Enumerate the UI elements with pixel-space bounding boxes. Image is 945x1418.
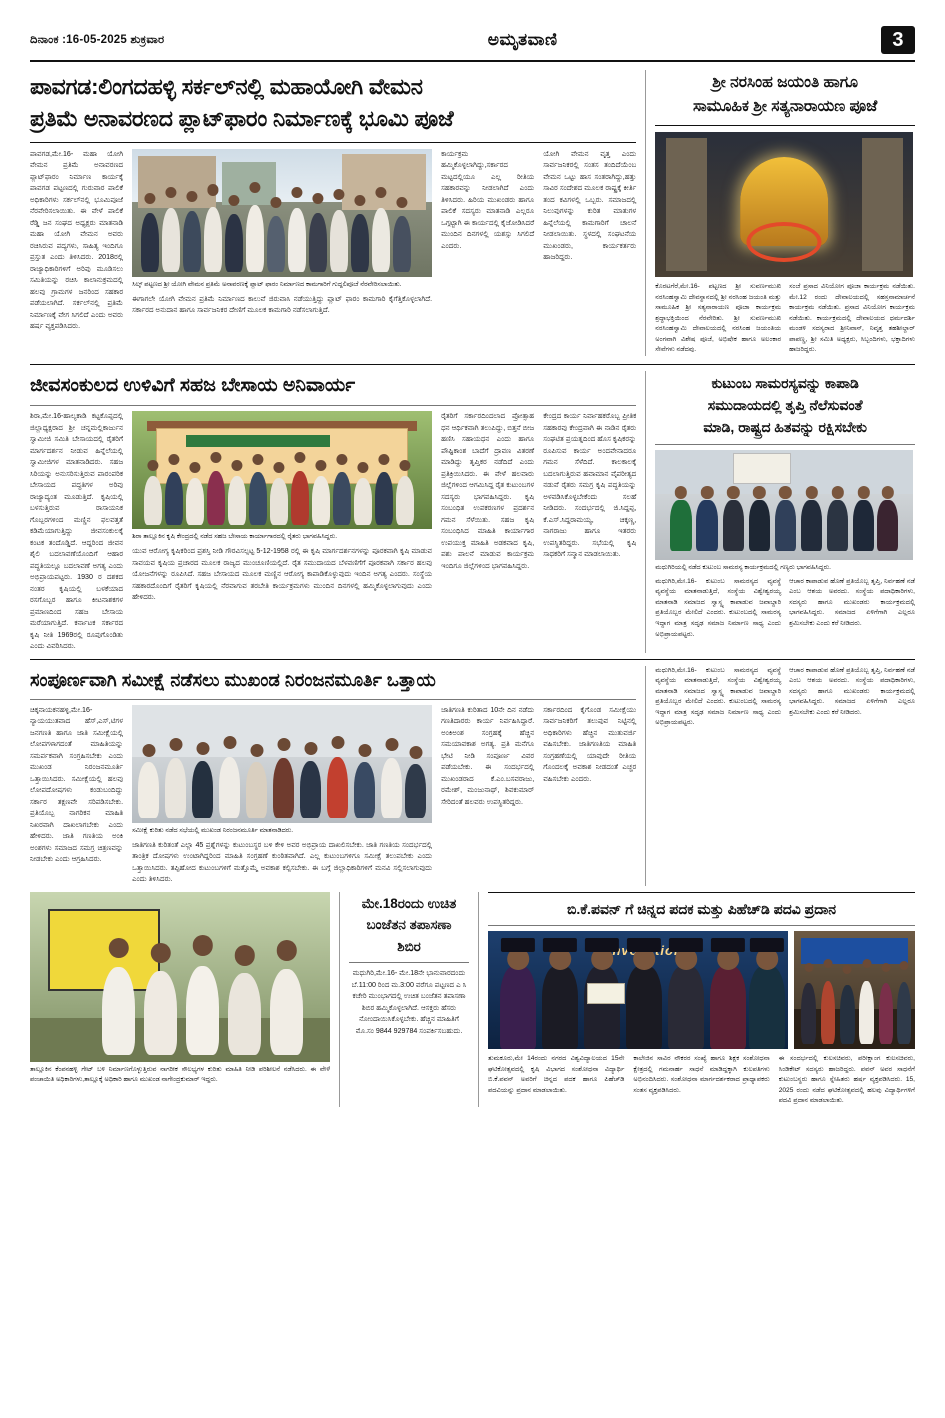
convocation-body-col3: ಈ ಸಂದರ್ಭದಲ್ಲಿ ಕುಲಸಚಿವರು, ಪರೀಕ್ಷಾಂಗ ಕುಲಸಚಿವರು, ಸಿಂಡಿಕೇಟ್ ಸದಸ್ಯರು ಹಾಜರಿದ್ದರು. ಪವನ್ ಅವರ ಸಾಧನೆಗೆ ಕುಟುಂಬಸ್ಥರು ಹಾಗೂ ಸ್ನೇಹಿತರು ಹರ್ಷ ವ್ಯಕ್ತಪಡಿಸಿದರು. 15, 2025 ರಂದು ನಡೆದ ಘಟಿಕೋತ್ಸವದಲ್ಲಿ ಹಲವು ವಿದ್ಯಾರ್ಥಿಗಳಿಗೆ ಪದವಿ ಪ್ರದಾನ ಮಾಡಲಾಯಿತು. bbox=[778, 1055, 916, 1105]
farming-body-col3: ರೈತರಿಗೆ ಸರ್ಕಾರದಿಂದಲಾದ ಪ್ರೋತ್ಸಾಹ ಧನ ಆರ್ಥಿಕವಾಗಿ ತಲುಪಿದ್ದು, ಬಿತ್ತನೆ ಬೀಜ ಹಣಿಸಿ ಸಹಾಯಧನ ಎಂದು ಹಾಗೂ ಪೌಷ್ಟಿಕಾಂಶ ಬಾದೆಗೆ ದ್ರಾವಣ ವಿತರಣೆ ಮಾಡಿದ್ದು ತೃಪ್ತಿಕರ ನಡೆದಿದೆ ಎಂದು ಪ್ರತಿಕ್ರಿಯಿಸಿದರು. ಈ ವೇಳೆ ಹಲವಾರು ಜಿಲ್ಲೆಗಳಿಂದ ಆಗಮಿಸಿದ್ದ ರೈತ ಕುಟುಂಬಗಳ ಸದಸ್ಯರು ಭಾಗವಹಿಸಿದ್ದರು. ಕೃಷಿ ಸಂಬಂಧಿತ ಉಪಕರಣಗಳ ಪ್ರದರ್ಶನ ಗಮನ ಸೆಳೆಯಿತು. ಸಹಜ ಕೃಷಿ ಸಂಬಂಧಿಸಿದ ಮಾಹಿತಿ ಕಾರ್ಯಾಗಾರ ಉಪಯುಕ್ತ ಮಾಹಿತಿ ಅಡಕವಾದ ಕೃಷಿ, ಪಶು ಪಾಲನೆ ಮಾಡುವ ಕಾರ್ಯಕ್ರಮ ಇಂದಿಗೂ ಜಿಲ್ಲೆಗಳಿಂದ ಭಾಗವಹಿಸಿದ್ದರು. bbox=[441, 412, 535, 570]
photo-convocation bbox=[488, 931, 788, 1049]
survey-headline: ಸಂಪೂರ್ಣವಾಗಿ ಸಮೀಕ್ಷೆ ನಡೆಸಲು ಮುಖಂಡ ನಿರಂಜನಮೂರ್ತಿ ಒತ್ತಾಯ bbox=[30, 669, 436, 690]
temple-body-col1: ಕೊರಟಗೆರೆ,ಮೇ.16- ಪಟ್ಟಣದ ಶ್ರೀ ಸುವರ್ಣಮುಖಿ ನರಸಿಂಹಸ್ವಾಮಿ ದೇವಸ್ಥಾನದಲ್ಲಿ ಶ್ರೀ ನರಸಿಂಹ ಜಯಂತಿ ಮತ್ತು ಸಾಮೂಹಿಕ ಶ್ರೀ ಸತ್ಯನಾರಾಯಣ ಪೂಜಾ ಕಾರ್ಯಕ್ರಮ ಶ್ರದ್ಧಾಭಕ್ತಿಯಿಂದ ನೆರವೇರಿತು. ಶ್ರೀ ಸುವರ್ಣಮುಖಿ ನರಸಿಂಹಸ್ವಾಮಿ ದೇವಾಲಯದಲ್ಲಿ ನರಸಿಂಹ ಜಯಂತಿಯ ಅಂಗವಾಗಿ ವಿಶೇಷ ಪೂಜೆ, ಅಭಿಷೇಕ ಹಾಗೂ ಅಲಂಕಾರ ಸೇವೆಗಳು ನಡೆದವು. bbox=[655, 283, 782, 354]
farming-headline: ಜೀವಸಂಕುಲದ ಉಳಿವಿಗೆ ಸಹಜ ಬೇಸಾಯ ಅನಿವಾರ್ಯ bbox=[30, 374, 356, 396]
camp-headline-line1: ಮೇ.18ರಂದು ಉಚಿತ bbox=[361, 895, 457, 911]
survey-body-col3: ಜಾತಿಗಣತಿ ಕುರಿತಾದ 10ನೇ ದಿನ ನಡೆದು ಗಣತಿದಾರರು ಕಾರ್ಯ ನಿರ್ವಹಿಸಿದ್ದಾರೆ. ಅಂಕಿಅಂಶ ಸಂಗ್ರಹಕ್ಕೆ ಹೆಚ್ಚಿನ ಸಮಯಾವಕಾಶ ಅಗತ್ಯ. ಪ್ರತಿ ಮನೆಗೂ ಭೇಟಿ ನೀಡಿ ಸಂಪೂರ್ಣ ವಿವರ ಪಡೆಯಬೇಕು. ಈ ಸಂದರ್ಭದಲ್ಲಿ ಮುಖಂಡರಾದ ಕೆ.ಎಂ.ಬಸವರಾಜು, ರಮೇಶ್, ಮಂಜುನಾಥ್, ಶಿವಕುಮಾರ್ ಸೇರಿದಂತೆ ಹಲವರು ಉಪಸ್ಥಿತರಿದ್ದರು. bbox=[441, 705, 535, 806]
photo-foundation-ceremony bbox=[132, 149, 432, 277]
family-cont-col2: ಆಚಾರ ಕಾಪಾಡುವ ಹೊಣೆ ಪ್ರತಿಯೊಬ್ಬ ತೃಪ್ತಿ, ನಿರ್ವಹಣೆ ನಡೆ ಎಂಬ ಆಶಯ ಅವರದು. ಸಂಸ್ಥೆಯ ಪದಾಧಿಕಾರಿಗಳು, ಸದಸ್ಯರು ಹಾಗೂ ಮುಖಂಡರು ಕಾರ್ಯಕ್ರಮದಲ್ಲಿ ಭಾಗವಹಿಸಿದ್ದರು. ಸಮಾಜದ ಏಳಿಗೆಗಾಗಿ ಎಲ್ಲರೂ ಶ್ರಮಿಸಬೇಕು ಎಂದು ಕರೆ ನೀಡಿದರು. bbox=[789, 666, 916, 716]
lead-photo-caption: ಸಿಲ್ಕ್ ಪಟ್ಟಣದ ಶ್ರೀ ಯೋಗಿ ವೇಮನ ಪ್ರತಿಮೆ ಅನಾವರಣಕ್ಕೆ ಪ್ಲಾಟ್ ಫಾರಂ ನಿರ್ಮಾಣದ ಕಾಮಗಾರಿಗೆ ಗುದ್ದಲಿಪೂಜೆ ನೆರವೇರಿಸಲಾಯಿತು. bbox=[132, 280, 402, 288]
farming-body-col1: ಶಿರಾ,ಮೇ.16-ಹಾಲ್ಯಕಾಡಿ ಕಟ್ಟಕೊಪ್ಪದಲ್ಲಿ ಜಿಲ್ಲಾಧ್ಯಕ್ಷರಾದ ಶ್ರೀ ಚನ್ನಮಲ್ಲಿಕಾರ್ಜುನ ಸ್ವಾಮೀಜಿ ಸಮಿತಿ ಬೇಸಾಯದಲ್ಲಿ ರೈತರಿಗೆ ಮಾರ್ಗದರ್ಶನ ನೀಡುವ ಹಿನ್ನೆಲೆಯಲ್ಲಿ ಸ್ವಾಮೀಜಿಗಳ ಮಾತನಾಡಿದರು. ಸಹಜ ಸಿರಿಯನ್ನು ಅನುಸರಿಸುತ್ತಿರುವ ಪಾರಂಪರಿಕ ಬೇಸಾಯದ ಪದ್ಧತಿಗಳ ಅರಿವು ರಾಜ್ಯಾದ್ಯಂತ ಮೂಡುತ್ತಿದೆ. ಕೃಷಿಯಲ್ಲಿ ಬಳಸುತ್ತಿರುವ ರಾಸಾಯನಿಕ ಗೊಬ್ಬರಗಳಿಂದ ಮಣ್ಣಿನ ಫಲವತ್ತತೆ ಕಡಿಮೆಯಾಗುತ್ತಿದ್ದು ಜೀವಸಂಕುಲಕ್ಕೆ ಕಂಟಕ ತಂದೊಡ್ಡಿದೆ. ಆದ್ದರಿಂದ ಜೀವನ ಶೈಲಿ ಬದಲಾವಣೆಯೊಂದಿಗೆ ಆಹಾರ ಪದ್ಧತಿಯಲ್ಲೂ ಬದಲಾವಣೆ ಅಗತ್ಯ ಎಂದು ಅಭಿಪ್ರಾಯಪಟ್ಟರು. 1930 ರ ದಶಕದ ನಂತರ ಕೃಷಿಯಲ್ಲಿ ಬಳಕೆಯಾದ ರಸಗೊಬ್ಬರ ಹಾಗೂ ಕೀಟನಾಶಕಗಳ ಪ್ರಮಾಣದಿಂದ ಸಹಜ ಬೇಸಾಯ ಮರೆಯಾಗುತ್ತಿದೆ. ಕರ್ನಾಟಕ ಸರ್ಕಾರದ ಕೃಷಿ ನೀತಿ 1969ರಲ್ಲಿ ರೂಪುಗೊಂಡಿತು ಎಂದು ವಿವರಿಸಿದರು. bbox=[30, 412, 124, 651]
camp-headline-line3: ಶಿಬಿರ bbox=[397, 938, 421, 954]
family-story bbox=[645, 371, 915, 653]
masthead bbox=[30, 26, 915, 62]
lead-body-col3: ಕಾರ್ಯಕ್ರಮ ಹಮ್ಮಿಕೊಳ್ಳಲಾಗಿದ್ದು,ಸರ್ಕಾರದ ಮಟ್ಟದಲ್ಲಿಯೂ ಎಲ್ಲ ರೀತಿಯ ಸಹಕಾರವನ್ನು ನೀಡಲಾಗಿದೆ ಎಂದು ತಿಳಿಸಿದರು. ಹಿರಿಯ ಮುಖಂಡರು ಹಾಗೂ ಪಾಲಿಕೆ ಸದಸ್ಯರು ಮಾತನಾಡಿ ಎಲ್ಲರೂ ಒಗ್ಗಟ್ಟಾಗಿ ಈ ಕಾರ್ಯದಲ್ಲಿ ಕೈಜೋಡಿಸಿದರೆ ಮುಂದಿನ ದಿನಗಳಲ್ಲಿ ಯಶಸ್ಸು ಸಿಗಲಿದೆ ಎಂದರು. bbox=[441, 149, 535, 250]
convocation-story bbox=[478, 892, 915, 1107]
family-headline-line3: ಮಾಡಿ, ರಾಷ್ಟ್ರದ ಹಿತವನ್ನು ರಕ್ಷಿಸಬೇಕು bbox=[703, 419, 867, 436]
bottom-left-block bbox=[30, 892, 339, 1107]
photo-temple-deity bbox=[655, 132, 913, 277]
camp-body: ಮಧುಗಿರಿ,ಮೇ.16- ಮೇ.18ನೇ ಭಾನುವಾರದಂದು ಬೆ.11:00 ರಿಂದ ಮ.3:00 ವರೆಗೂ ಪಟ್ಟಣದ ಎ ಸಿ ಕಚೇರಿ ಮುಂಭಾಗದಲ್ಲಿ ಉಚಿತ ಬಂಜೆತನ ತಪಾಸಣಾ ಶಿಬಿರ ಹಮ್ಮಿಕೊಳ್ಳಲಾಗಿದೆ. ಆಸಕ್ತರು ಹೆಸರು ನೋಂದಾಯಿಸಿಕೊಳ್ಳಬೇಕು. ಹೆಚ್ಚಿನ ಮಾಹಿತಿಗೆ ಮೊ.ಸಂ 9844 929784 ಸಂಪರ್ಕಿಸಬಹುದು. bbox=[351, 969, 467, 1035]
family-headline-line1: ಕುಟುಂಬ ಸಾಮರಸ್ಯವನ್ನು ಕಾಪಾಡಿ bbox=[711, 374, 859, 391]
family-photo-caption: ಮಧುಗಿರಿಯಲ್ಲಿ ನಡೆದ ಕುಟುಂಬ ಸಾಮರಸ್ಯ ಕಾರ್ಯಕ್ರಮದಲ್ಲಿ ಗಣ್ಯರು ಭಾಗವಹಿಸಿದ್ದರು. bbox=[655, 563, 831, 571]
family-body-col2: ಆಚಾರ ಕಾಪಾಡುವ ಹೊಣೆ ಪ್ರತಿಯೊಬ್ಬ ತೃಪ್ತಿ, ನಿರ್ವಹಣೆ ನಡೆ ಎಂಬ ಆಶಯ ಅವರದು. ಸಂಸ್ಥೆಯ ಪದಾಧಿಕಾರಿಗಳು, ಸದಸ್ಯರು ಹಾಗೂ ಮುಖಂಡರು ಕಾರ್ಯಕ್ರಮದಲ್ಲಿ ಭಾಗವಹಿಸಿದ್ದರು. ಸಮಾಜದ ಏಳಿಗೆಗಾಗಿ ಎಲ್ಲರೂ ಶ್ರಮಿಸಬೇಕು ಎಂದು ಕರೆ ನೀಡಿದರು. bbox=[789, 577, 916, 627]
photo-family-program bbox=[655, 450, 913, 560]
lead-headline-line1: ಪಾವಗಡ:ಲಿಂಗದಹಳ್ಳಿ ಸರ್ಕಲ್‌ನಲ್ಲಿ ಮಹಾಯೋಗಿ ವೇಮನ bbox=[30, 74, 423, 99]
farming-photo-caption: ಶಿರಾ ತಾಲ್ಲೂಕಿನ ಕೃಷಿ ಕೇಂದ್ರದಲ್ಲಿ ನಡೆದ ಸಹಜ ಬೇಸಾಯ ಕಾರ್ಯಾಗಾರದಲ್ಲಿ ರೈತರು ಭಾಗವಹಿಸಿದ್ದರು. bbox=[132, 533, 338, 541]
family-cont-col1: ಮಧುಗಿರಿ,ಮೇ.16- ಕುಟುಂಬ ಸಾಮರಸ್ಯದ ವ್ಯವಸ್ಥೆ ವ್ಯವಸ್ಥೆಯ ಮಾತನಾಡುತ್ತಿದೆ, ಸಂಸ್ಥೆಯ ವಿಶ್ವೇಶ್ವರಯ್ಯ ಮಾತನಾಡಿ ಸಮಾಜದ ಸ್ವಾಸ್ಥ್ಯ ಕಾಪಾಡುವ ಜವಾಬ್ದಾರಿ ಪ್ರತಿಯೊಬ್ಬರ ಮೇಲಿದೆ ಎಂದರು. ಕುಟುಂಬದಲ್ಲಿ ಸಾಮರಸ್ಯ ಇದ್ದಾಗ ಮಾತ್ರ ಸದೃಢ ಸಮಾಜ ನಿರ್ಮಾಣ ಸಾಧ್ಯ ಎಂದು ಅಭಿಪ್ರಾಯಪಟ್ಟರು. bbox=[655, 666, 782, 727]
survey-body-col1: ಚಿಕ್ಕನಾಯಕನಹಳ್ಳಿ,ಮೇ.16- ನ್ಯಾಯಯುತವಾದ ಹೆಸ್,ಎಸ್,ಟಿಗಳ ಜನಗಣತಿ ಹಾಗೂ ಜಾತಿ ಸಮೀಕ್ಷೆಯಲ್ಲಿ ಲೋಪಗಳಾಗದಂತೆ ಮಾಹಿತಿಯನ್ನು ಸಮರ್ಪಕವಾಗಿ ಸಂಗ್ರಹಿಸಬೇಕು ಎಂದು ಮುಖಂಡ ನಿರಂಜನಮೂರ್ತಿ ಒತ್ತಾಯಿಸಿದರು. ಸಮೀಕ್ಷೆಯಲ್ಲಿ ಹಲವು ಲೋಪದೋಷಗಳು ಕಂಡುಬಂದಿದ್ದು ಸರ್ಕಾರ ತಕ್ಷಣವೇ ಸರಿಪಡಿಸಬೇಕು. ಪ್ರತಿಯೊಬ್ಬ ನಾಗರಿಕನ ಮಾಹಿತಿ ನಿಖರವಾಗಿ ದಾಖಲಾಗಬೇಕು ಎಂದು ಹೇಳಿದರು. ಜಾತಿ ಗಣತಿಯ ಅಂಕಿ ಅಂಶಗಳು ಸಮಾಜದ ಸಮಗ್ರ ಚಿತ್ರಣವನ್ನು ನೀಡಬೇಕು ಎಂದು ಆಗ್ರಹಿಸಿದರು. bbox=[30, 705, 124, 864]
survey-body-col2: ಜಾತಿಗಣತಿ ಕುರಿತಂತೆ ಎಲ್ಲಾ 45 ಪ್ರಶ್ನೆಗಳನ್ನು ಕುಟುಂಬಸ್ಥರ ಬಳಿ ಕೇಳಿ ಅವರ ಅಭಿಪ್ರಾಯ ದಾಖಲಿಸಬೇಕು. ಜಾತಿ ಗಣತಿಯ ಸಂದರ್ಭದಲ್ಲಿ ತಾಂತ್ರಿಕ ದೋಷಗಳು ಉಂಟಾಗಿದ್ದರಿಂದ ಮಾಹಿತಿ ಸಂಗ್ರಹಣೆ ಕುಂಠಿತವಾಗಿದೆ. ಎಲ್ಲ ಕುಟುಂಬಗಳಿಗೂ ಸಮೀಕ್ಷೆ ತಲುಪಬೇಕು ಎಂದು ಒತ್ತಾಯಿಸಿದರು. ತಪ್ಪಿಹೋದ ಕುಟುಂಬಗಳಿಗೆ ಮತ್ತೊಮ್ಮೆ ಅವಕಾಶ ಕಲ್ಪಿಸಬೇಕು. ಈ ಬಗ್ಗೆ ಜಿಲ್ಲಾಧಿಕಾರಿಗಳಿಗೆ ಮನವಿ ಸಲ್ಲಿಸಲಾಗುವುದು ಎಂದು ತಿಳಿಸಿದರು. bbox=[132, 840, 433, 884]
survey-photo-caption: ಸಮೀಕ್ಷೆ ಕುರಿತು ನಡೆದ ಸಭೆಯಲ್ಲಿ ಮುಖಂಡ ನಿರಂಜನಮೂರ್ತಿ ಮಾತನಾಡಿದರು. bbox=[132, 826, 294, 834]
temple-headline-line2: ಸಾಮೂಹಿಕ ಶ್ರೀ ಸತ್ಯನಾರಾಯಣ ಪೂಜೆ bbox=[693, 98, 878, 115]
photo-farming-meeting bbox=[132, 411, 432, 529]
farming-body-col2: ಯುವ ಆರೋಗ್ಯ ಕೃಷಿಕರಿಂದ ಪ್ರಶಸ್ತಿ ನೀಡಿ ಗೌರವಿಸಲ್ಪಟ್ಟ 5-12-1958 ರಲ್ಲಿ ಈ ಕೃಷಿ ಮಾರ್ಗದರ್ಶನಗಳನ್ನು ಪೂರಕವಾಗಿ ಕೃಷಿ ಮಾಡುವ ಸಾವಯವ ಕೃಷಿಯ ಪ್ರಚಾರದ ಮೂಲಕ ರಾಜ್ಯದ ಮುಂಚೂಣಿಯಲ್ಲಿದೆ. ರೈತ ಸಮುದಾಯದ ಬೆಳವಣಿಗೆಗೆ ಪೂರಕವಾಗಿ ಸರ್ಕಾರ ಹಲವು ಯೋಜನೆಗಳನ್ನು ರೂಪಿಸಿದೆ. ಸಹಜ ಬೇಸಾಯದ ಮೂಲಕ ಮಣ್ಣಿನ ಆರೋಗ್ಯ ಕಾಪಾಡಿಕೊಳ್ಳುವುದು ಇಂದಿನ ಅಗತ್ಯ ಎಂದರು. ಸಂಸ್ಥೆಯ ಸಹಕಾರದೊಂದಿಗೆ ರೈತರಿಗೆ ಕೃಷಿಯಲ್ಲಿ ನೆರವಾಗುವ ತರಬೇತಿ ಕಾರ್ಯಕ್ರಮಗಳು ಮುಂದಿನ ದಿನಗಳಲ್ಲಿ ಹಮ್ಮಿಕೊಳ್ಳಲಾಗುವುದು ಎಂದು ಹೇಳಿದರು. bbox=[132, 547, 433, 602]
convocation-headline: ಬಿ.ಕೆ.ಪವನ್ ಗೆ ಚಿನ್ನದ ಪದಕ ಮತ್ತು ಪಿಹೆಚ್‌ಡಿ ಪದವಿ ಪ್ರದಾನ bbox=[566, 900, 837, 917]
family-body-col1: ಮಧುಗಿರಿ,ಮೇ.16- ಕುಟುಂಬ ಸಾಮರಸ್ಯದ ವ್ಯವಸ್ಥೆ ವ್ಯವಸ್ಥೆಯ ಮಾತನಾಡುತ್ತಿದೆ, ಸಂಸ್ಥೆಯ ವಿಶ್ವೇಶ್ವರಯ್ಯ ಮಾತನಾಡಿ ಸಮಾಜದ ಸ್ವಾಸ್ಥ್ಯ ಕಾಪಾಡುವ ಜವಾಬ್ದಾರಿ ಪ್ರತಿಯೊಬ್ಬರ ಮೇಲಿದೆ ಎಂದರು. ಕುಟುಂಬದಲ್ಲಿ ಸಾಮರಸ್ಯ ಇದ್ದಾಗ ಮಾತ್ರ ಸದೃಢ ಸಮಾಜ ನಿರ್ಮಾಣ ಸಾಧ್ಯ ಎಂದು ಅಭಿಪ್ರಾಯಪಟ್ಟರು. bbox=[655, 577, 782, 638]
convocation-body-col1: ತುಮಕೂರು,ಮೇ 14ರಂದು ನಗರದ ವಿಶ್ವವಿದ್ಯಾಲಯದ 15ನೇ ಘಟಿಕೋತ್ಸವದಲ್ಲಿ ಕೃಷಿ ವಿಭಾಗದ ಸಂಶೋಧನಾ ವಿದ್ಯಾರ್ಥಿ ಬಿ.ಕೆ.ಪವನ್ ಅವರಿಗೆ ಚಿನ್ನದ ಪದಕ ಹಾಗೂ ಪಿಹೆಚ್‌ಡಿ ಪದವಿಯನ್ನು ಪ್ರದಾನ ಮಾಡಲಾಯಿತು. bbox=[488, 1055, 625, 1094]
newspaper-title: ಅಮೃತವಾಣಿ bbox=[487, 30, 558, 49]
convocation-body-col2: ಕಾಲೇಜಿನ ಸಾವಿರ ನೌಕರರ ಸಂಖ್ಯೆ ಹಾಗೂ ಶಿಕ್ಷಕ ಸಂಶೋಧನಾ ಕ್ಷೇತ್ರದಲ್ಲಿ ಗಮನಾರ್ಹ ಸಾಧನೆ ಮಾಡಿದ್ದಕ್ಕಾಗಿ ಕುಲಪತಿಗಳು ಅಭಿನಂದಿಸಿದರು. ಸಂಶೋಧನಾ ಮಾರ್ಗದರ್ಶಕರಾದ ಪ್ರಾಧ್ಯಾಪಕರು ಸಂತಸ ವ್ಯಕ್ತಪಡಿಸಿದರು. bbox=[633, 1055, 770, 1094]
farming-body-col4: ಕೇಂದ್ರದ ಕಾರ್ಯ ನಿರ್ವಾಹಕರೊಬ್ಬ ಪ್ರೀತಿಕ ಸಹಕಾರವು ಕೇಂದ್ರವಾಗಿ ಈ ನಾಡಿನ ರೈತರು ಸಂಘಟಿತ ಪ್ರಯತ್ನದಿಂದ ಹೊಸ ಕೃಷಿಕರನ್ನು ರೂಪಿಸುವ ಕಾರ್ಯ ಅಂದವೇನಾದರೂ ಗಮನ ಸೆಳೆದಿದೆ. ಕಾಲಕಾಲಕ್ಕೆ ಬದಲಾಗುತ್ತಿರುವ ಹವಾಮಾನ ವೈಪರೀತ್ಯದ ನಡುವೆ ರೈತರು ಸಮಗ್ರ ಕೃಷಿ ಪದ್ಧತಿಯನ್ನು ಅಳವಡಿಸಿಕೊಳ್ಳಬೇಕೆಂದು ಸಲಹೆ ನೀಡಿದರು. ಸಂದರ್ಭದಲ್ಲಿ ಜಿ.ಸಿದ್ದಪ್ಪ, ಕೆ.ಎಸ್.ಸಿದ್ದರಾಮಯ್ಯ, ಚಿಕ್ಕಣ್ಣ, ನಾಗರಾಜು ಹಾಗೂ ಇತರರು ಉಪಸ್ಥಿತರಿದ್ದರು. ಸಭೆಯಲ್ಲಿ ಕೃಷಿ ಸಾಧಕರಿಗೆ ಸನ್ಮಾನ ಮಾಡಲಾಯಿತು. bbox=[543, 412, 637, 559]
lead-body-col1: ಪಾವಗಡ,ಮೇ.16- ಮಹಾ ಯೋಗಿ ವೇಮನ ಪ್ರತಿಮೆ ಅನಾವರಣದ ಪ್ಲಾಟ್‌ಫಾರಂ ನಿರ್ಮಾಣ ಕಾರ್ಯಕ್ಕೆ ಪಾವಗಡ ಪಟ್ಟಣದಲ್ಲಿ ಗುರುವಾರ ಪಾಲಿಕೆ ಅಧಿಕಾರಿಗಳು ಸರ್ಕಲ್‌ನಲ್ಲಿ ಭೂಮಿಪೂಜೆ ನೆರವೇರಿಸಲಾಯಿತು. ಈ ವೇಳೆ ಪಾಲಿಕೆ ರೆಡ್ಡಿ ಜನ ಸಂಘದ ಅಧ್ಯಕ್ಷರು ಮಾತನಾಡಿ ಮಹಾ ಯೋಗಿ ವೇಮನ ಅವರು ರಚಿಸಿರುವ ಪದ್ಯಗಳು, ಸಾಹಿತ್ಯ ಇಂದಿಗೂ ಪ್ರಸ್ತುತ ಎಂದು ತಿಳಿಸಿದರು. 2018ರಲ್ಲಿ ರಾಜ್ಯಾಧಿಕಾರಿಗಳಿಗೆ ಅರಿವು ಮೂಡಿಸಲು ಸಮಿತಿಯನ್ನು ರಚಿಸಿ ಕಾಲಾನುಕ್ರಮದಲ್ಲಿ ಹಲವು ಗ್ರಾಮಗಳ ಜನರಿಂದ ಸಹಕಾರ ಪಡೆಯಲಾಗಿದೆ. ಸರ್ಕಲ್‌ನಲ್ಲಿ ಪ್ರತಿಮೆ ನಿರ್ಮಾಣಕ್ಕೆ ವೇಗ ಸಿಗಲಿದೆ ಎಂದು ಅವರು ಹರ್ಷ ವ್ಯಕ್ತಪಡಿಸಿದರು. bbox=[30, 149, 124, 330]
publication-date: ದಿನಾಂಕ :16-05-2025 ಶುಕ್ರವಾರ bbox=[30, 33, 165, 46]
temple-headline-line1: ಶ್ರೀ ನರಸಿಂಹ ಜಯಂತಿ ಹಾಗೂ bbox=[712, 74, 859, 91]
camp-notice bbox=[339, 892, 478, 1107]
family-headline-line2: ಸಮುದಾಯದಲ್ಲಿ ತೃಪ್ತಿ ನೆಲೆಸುವಂತೆ bbox=[707, 397, 863, 414]
photo-survey-meeting bbox=[132, 705, 432, 823]
camp-headline-line2: ಬಂಜೆತನ ತಪಾಸಣಾ bbox=[366, 917, 452, 933]
photo-award-ceremony bbox=[794, 931, 915, 1049]
lead-body-col2: ಈಗಾಗಲೇ ಯೋಗಿ ವೇಮನ ಪ್ರತಿಮೆ ನಿರ್ಮಾಣದ ಕಾಲುವೆ ಜಿರುವಾಸಿ ನಡೆಯುತ್ತಿದ್ದು ಪ್ಲಾಟ್ ಫಾರಂ ಕಾಮಗಾರಿ ಕೈಗೆತ್ತಿಕೊಳ್ಳಲಾಗಿದೆ. ಸರ್ಕಾರದ ಅನುದಾನ ಹಾಗೂ ಸಾರ್ವಜನಿಕರ ದೇಣಿಗೆ ಮೂಲಕ ಕಾಮಗಾರಿ ನಡೆಸಲಾಗುತ್ತಿದೆ. bbox=[132, 294, 433, 315]
village-photo-caption: ತಾಲ್ಲೂಕಿನ ಕೆಂಪನಹಳ್ಳಿ ಗೇಟ್ ಬಳಿ ನಿರ್ಮಾಣಗೊಳ್ಳುತ್ತಿರುವ ನಾಗರೀಕ ಸೌಲಭ್ಯಗಳ ಕುರಿತು ಮಾಹಿತಿ ನೀಡಿ ಪರಿಶೀಲನೆ ನಡೆಸಿದರು. ಈ ವೇಳೆ ಪಂಚಾಯಿತಿ ಅಧಿಕಾರಿಗಳು,ತಾಲ್ಲೂಕ್ಕೆ ಅಧಿಕಾರಿ ಹಾಗೂ ಮುಖಂಡ ನಾಗೇಂದ್ರಕುಮಾರ್ ಇದ್ದರು. bbox=[30, 1065, 330, 1083]
temple-story bbox=[645, 70, 915, 356]
lead-headline-line2: ಪ್ರತಿಮೆ ಅನಾವರಣದ ಪ್ಲಾಟ್‌ಫಾರಂ ನಿರ್ಮಾಣಕ್ಕೆ ಭೂಮಿ ಪೂಜೆ bbox=[30, 106, 454, 132]
page-number: 3 bbox=[881, 26, 915, 54]
temple-body-col2: ಸಂಜೆ ಪ್ರಸಾದ ವಿನಿಯೋಗ ಪೂಜಾ ಕಾರ್ಯಕ್ರಮ ನಡೆಯಿತು. ಮೇ.12 ರಂದು ದೇವಾಲಯದಲ್ಲಿ ಸಹಸ್ರನಾಮಾರ್ಚನೆ ಕಾರ್ಯಕ್ರಮ ನಡೆಯಿತು. ಪ್ರಸಾದ ವಿನಿಯೋಗ ಕಾರ್ಯಕ್ರಮ ನಡೆಯಿತು. ಕಾರ್ಯಕ್ರಮದಲ್ಲಿ ದೇವಾಲಯದ ಧರ್ಮದರ್ಶಿ ಮಂಡಳಿ ಸದಸ್ಯರಾದ ಶ್ರೀನಿವಾಸ್, ನಿವೃತ್ತ ತಹಶೀಲ್ದಾರ್ ಪಾಪಣ್ಣ, ಶ್ರೀ ಸಮಿತಿ ಅಧ್ಯಕ್ಷರು, ಸಿಬ್ಬಂದಿಗಳು, ಭಕ್ತಾದಿಗಳು ಹಾಜರಿದ್ದರು. bbox=[789, 283, 916, 354]
photo-village-inspection bbox=[30, 892, 330, 1062]
lead-body-col4: ಯೋಗಿ ವೇಮನ ವೃತ್ತ ಎಂದು ಸಾರ್ವಜನಿಕರಲ್ಲಿ ಸಂತಸ ತಂದಿದೆಯೆಂಬ ವೇಮನ ಒಟ್ಟು ಹಾಸ ಸಂತರಾಗಿದ್ದು,ಹತ್ತು ಸಾವಿರ ಸಂದೇಶದ ಮೂಲಕ ರಾಷ್ಟ್ರಕ್ಕೆ ಕೀರ್ತಿ ತಂದ ಕವಿಗಳಲ್ಲಿ ಒಬ್ಬರು. ಸಮಾಜದಲ್ಲಿ ನಿಲುವುಗಳನ್ನು ಕುರಿತ ಮಾತುಗಳ ಹಿನ್ನೆಲೆಯಲ್ಲಿ ಕಾಮಗಾರಿಗೆ ಚಾಲನೆ ನೀಡಲಾಯಿತು. ಸ್ಥಳದಲ್ಲಿ ಸಂಘಟನೆಯ ಮುಖಂಡರು, ಕಾರ್ಯಕರ್ತರು ಹಾಜರಿದ್ದರು. bbox=[543, 149, 637, 262]
survey-body-col4: ಸರ್ಕಾರದಿಂದ ಕೈಗೊಂಡ ಸಮೀಕ್ಷೆಯು ಸಾರ್ವಜನಿಕರಿಗೆ ತಲುಪುವ ನಿಟ್ಟಿನಲ್ಲಿ ಅಧಿಕಾರಿಗಳು ಹೆಚ್ಚಿನ ಮುತುವರ್ಜಿ ವಹಿಸಬೇಕು. ಜಾತಿಗಣತಿಯ ಮಾಹಿತಿ ಸಂಗ್ರಹಣೆಯಲ್ಲಿ ಯಾವುದೇ ರೀತಿಯ ಗೊಂದಲಕ್ಕೆ ಅವಕಾಶ ನೀಡದಂತೆ ಎಚ್ಚರ ವಹಿಸಬೇಕು ಎಂದರು. bbox=[543, 705, 637, 783]
family-story-continued bbox=[645, 666, 915, 886]
